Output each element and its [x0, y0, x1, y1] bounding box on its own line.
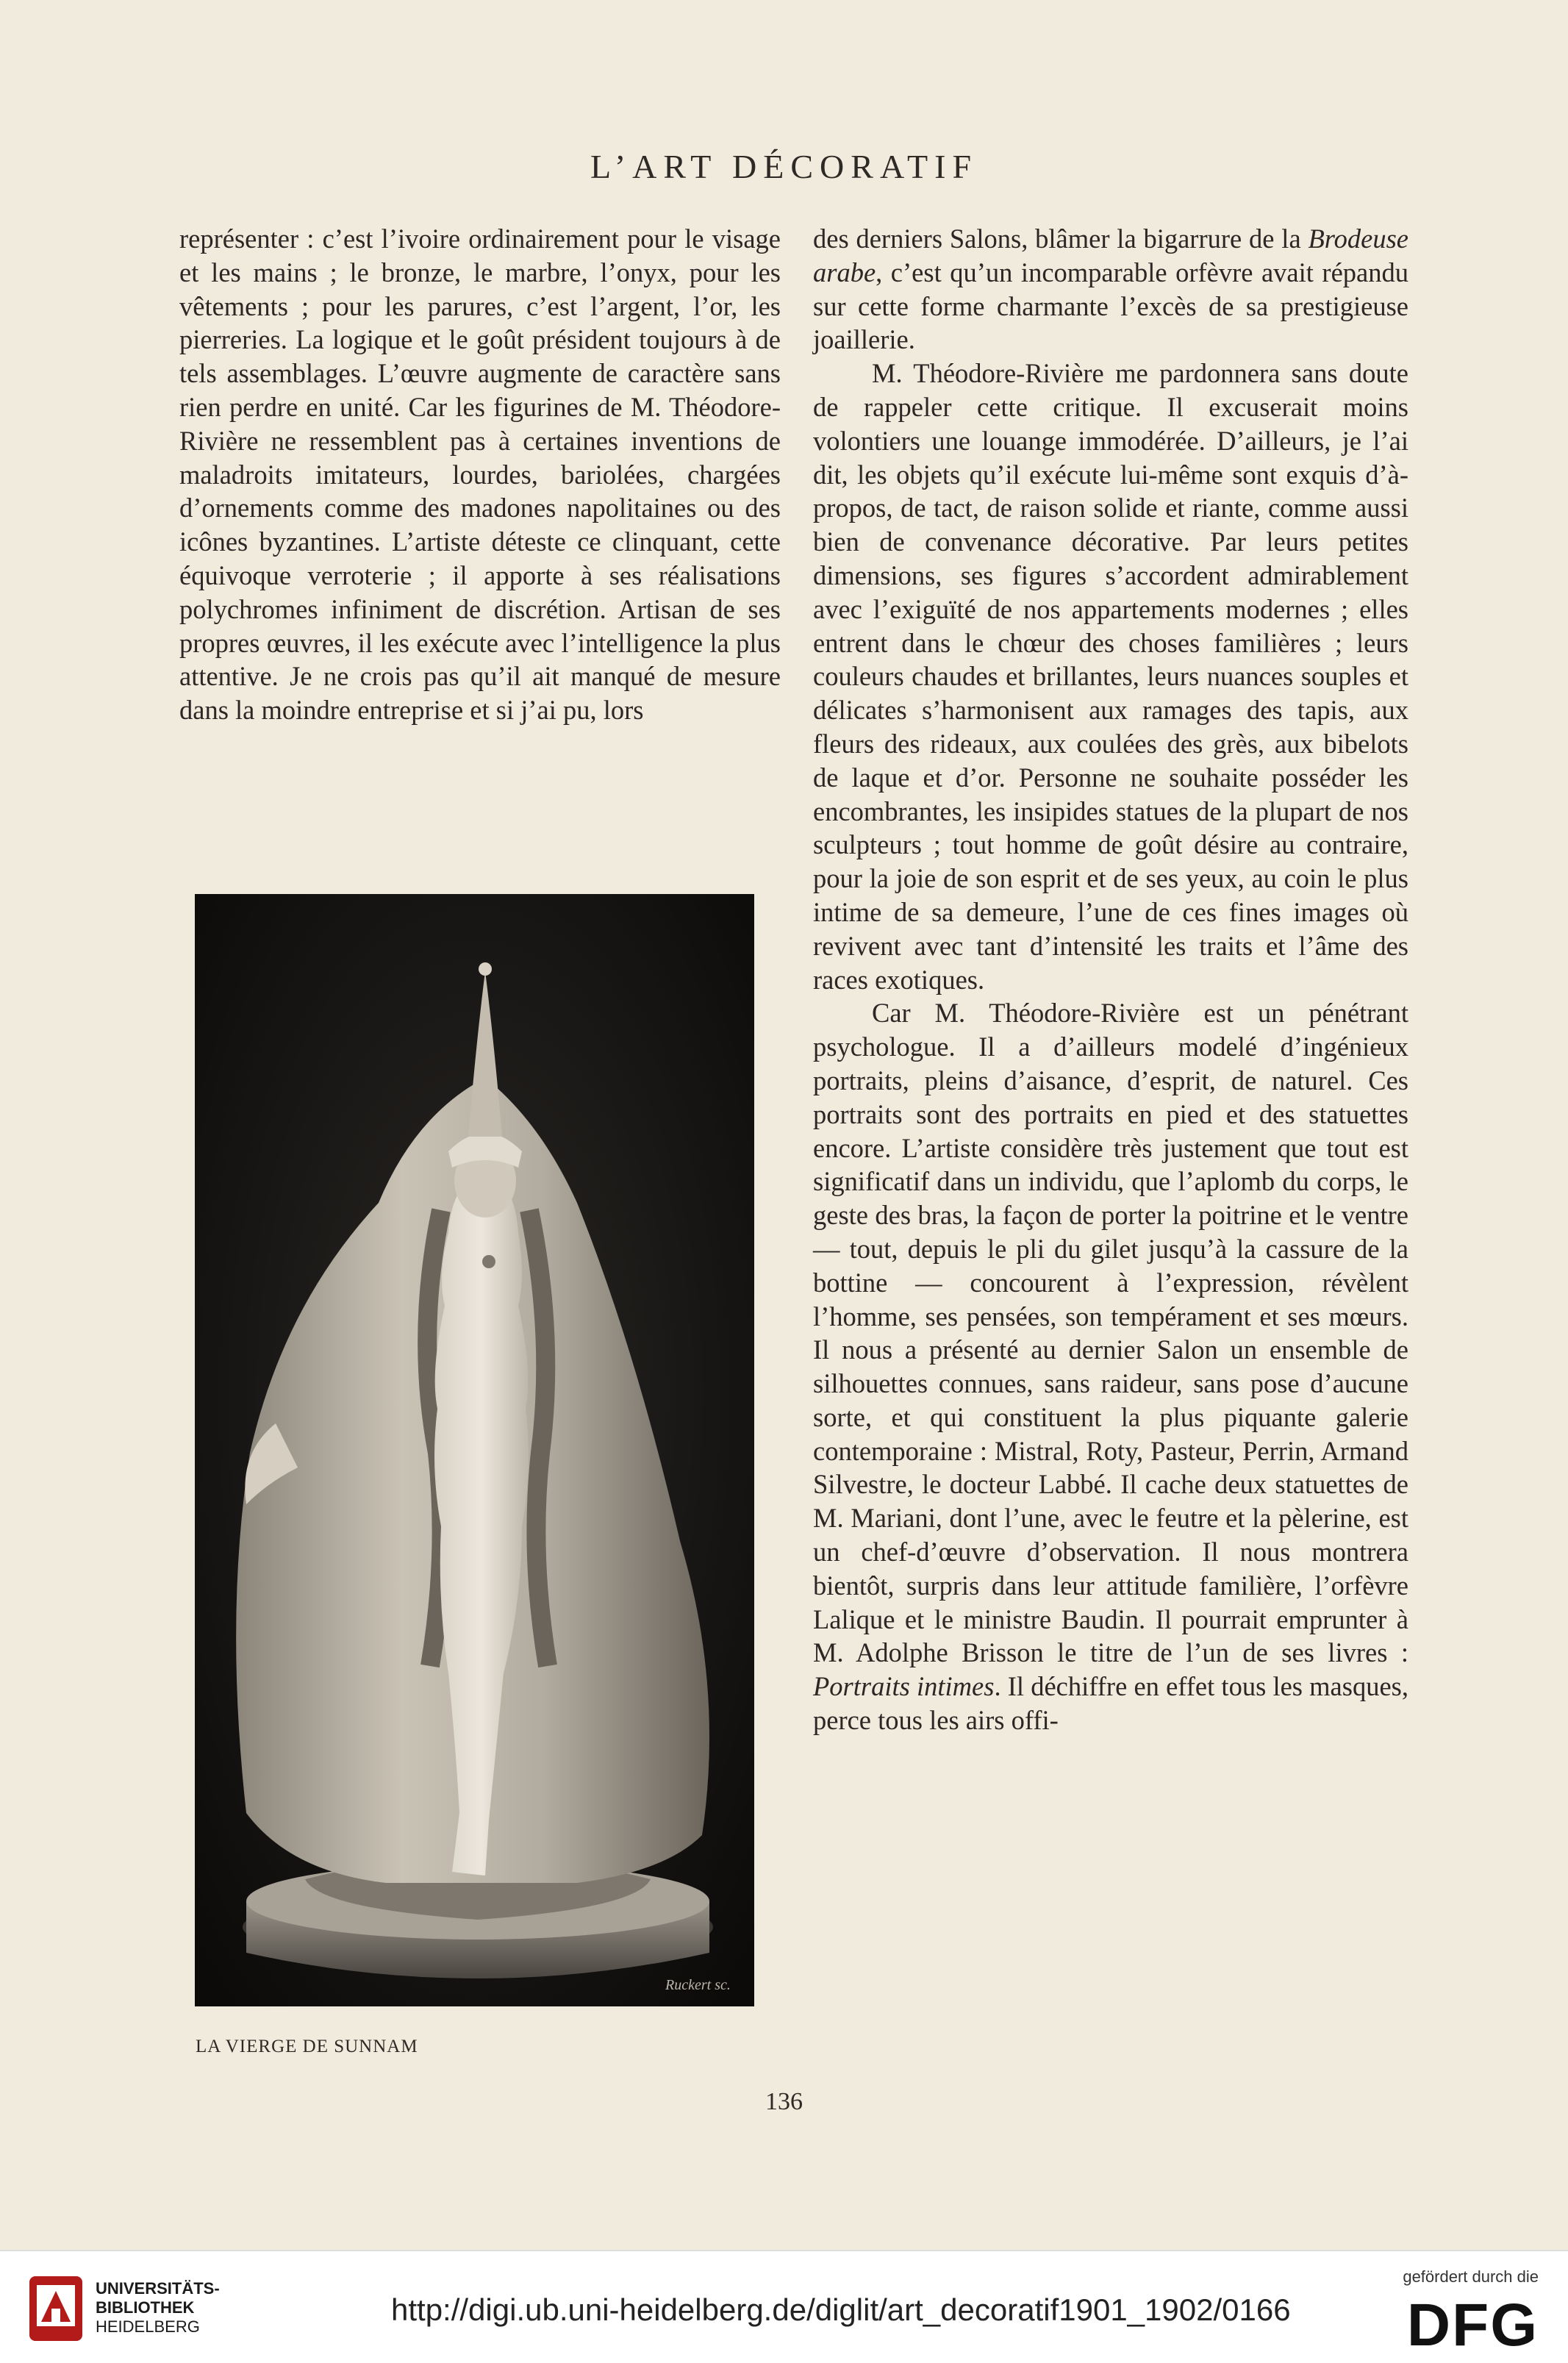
library-line: BIBLIOTHEK [96, 2298, 195, 2317]
library-line: UNIVERSITÄTS- [96, 2279, 220, 2298]
italic-title-brodeuse: Brodeuse arabe [813, 224, 1408, 287]
right-column [813, 222, 1408, 1737]
funding-label: gefördert durch die [1403, 2267, 1539, 2286]
page-number: 136 [765, 2088, 803, 2115]
university-seal-icon [26, 2273, 85, 2344]
running-head: L’ART DÉCORATIF [590, 148, 978, 185]
text-span: des derniers Salons, blâmer la bigarrure de la [813, 224, 1309, 254]
plate-caption: LA VIERGE DE SUNNAM [196, 2037, 418, 2056]
left-paragraph: représenter : c’est l’ivoire ordinairement pour le visage et les mains ; le bronze, le marbre, l’onyx, pour les vêtements ; pour les parures, c’est l’argent, l’or, les pierreries. La logique et le goût président toujours à de tels assemblages. L’œuvre augmente de caractère sans rien perdre en unité. Car les figurines de M. Théodore-Rivière ne ressemblent pas à certaines inventions de maladroits imitateurs, lourdes, bariolées, chargées d’ornements comme des madones napolitaines ou des icônes byzantines. L’artiste déteste ce clinquant, cette équivoque verroterie ; il apporte à ses réalisations polychromes infiniment de discrétion. Artisan de ses propres œuvres, il les exécute avec l’intelligence la plus attentive. Je ne crois pas qu’il ait manqué de mesure dans la moindre entreprise et si j’ai pu, lors [179, 224, 781, 726]
right-paragraph-1 [813, 222, 1408, 357]
left-column [179, 222, 781, 727]
permalink-url[interactable]: http://digi.ub.uni-heidelberg.de/diglit/art_decoratif1901_1902/0166 [391, 2292, 1291, 2327]
right-paragraph-3 [813, 996, 1408, 1737]
dfg-logo: DFG [1406, 2292, 1539, 2359]
engraver-signature: Ruckert sc. [665, 1977, 731, 1993]
statue-illustration [195, 894, 754, 2006]
pendant [482, 1255, 495, 1268]
text-span: . Il déchiffre en effet tous les masques, perce tous les airs offi- [813, 1671, 1408, 1736]
text-span: Car M. Théodore-Rivière est un pénétrant psychologue. Il a d’ailleurs modelé d’ingénieux portraits, pleins d’aisance, d’esprit, de naturel. Ces portraits sont des portraits en pied et des statuettes encore. L’artiste considère très justement que tout est significatif dans un individu, que l’aplomb du corps, le geste des bras, la façon de porter la poitrine et le ventre — tout, depuis le pli du gilet jusqu’à la cassure de la bottine — concourent à l’expression, révèlent l’homme, ses pensées, son tempérament et ses mœurs. Il nous a présenté au dernier Salon un ensemble de silhouettes connues, sans raideur, sans pose d’aucune sorte, et qui constituent la plus piquante galerie contemporaine : Mistral, Roty, Pasteur, Perrin, Armand Silvestre, le docteur Labbé. Il cache deux statuettes de M. Mariani, dont l’une, avec le feutre et la pèlerine, est un chef-d’œuvre d’observation. Il nous montrera bientôt, surpris dans leur attitude familière, l’orfèvre Lalique et le ministre Baudin. Il pourrait emprunter à M. Adolphe Brisson le titre de l’un de ses livres : [813, 998, 1408, 1668]
library-name [96, 2279, 220, 2337]
italic-title-portraits: Portraits intimes [813, 1671, 995, 1702]
text-span: , c’est qu’un incomparable orfèvre avait répandu sur cette forme charmante l’excès de sa prestigieuse joaillerie. [813, 257, 1408, 355]
right-paragraph-2: M. Théodore-Rivière me pardonnera sans doute de rappeler cette critique. Il excuserait moins volontiers une louange immodérée. D’ailleurs, je l’ai dit, les objets qu’il exécute lui-même sont exquis d’à-propos, de tact, de raison solide et riante, comme aussi bien de convenance décorative. Par leurs petites dimensions, ses figures s’accordent admirablement avec l’exiguïté de nos appartements modernes ; elles entrent dans le chœur des choses familières ; leurs couleurs chaudes et brillantes, leurs nuances souples et délicates s’harmonisent aux ramages des tapis, aux fleurs des rideaux, aux coulées des grès, aux bibelots de laque et d’or. Personne ne souhaite posséder les encombrantes, les insipides statues de la plupart de nos sculpteurs ; tout homme de goût désire au contraire, pour la joie de son esprit et de ses yeux, au coin le plus intime de sa demeure, l’une de ces fines images où revivent avec tant d’intensité les traits et l’âme des races exotiques. [813, 358, 1408, 995]
library-line: HEIDELBERG [96, 2317, 200, 2336]
sculpture-plate [195, 894, 754, 2006]
digitization-footer [0, 2250, 1568, 2363]
headdress-finial [479, 962, 492, 976]
